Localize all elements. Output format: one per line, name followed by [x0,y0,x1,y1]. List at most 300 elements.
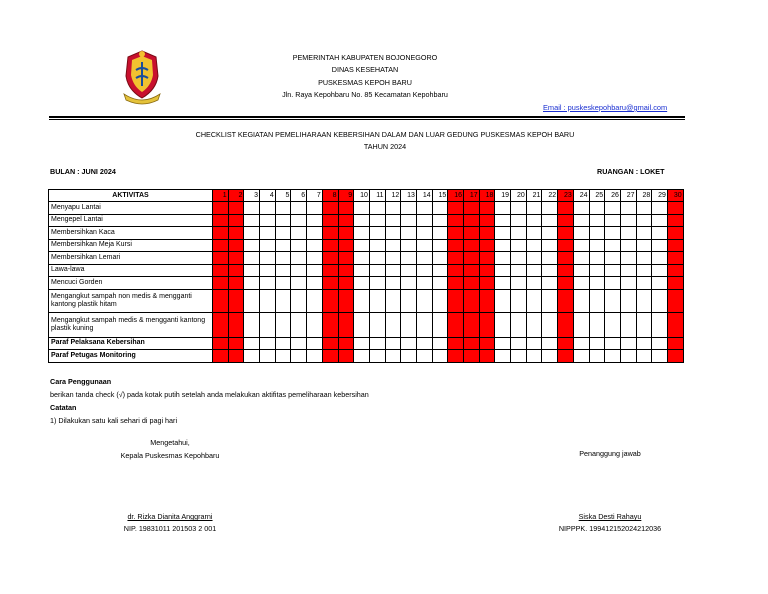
check-cell[interactable] [542,289,558,312]
right-signatory-name: Siska Desti Rahayu [578,512,642,521]
check-cell[interactable] [354,350,370,363]
check-cell[interactable] [573,252,589,265]
check-cell[interactable] [260,277,276,290]
activity-label: Lawa-lawa [49,264,213,277]
check-cell[interactable] [511,227,527,240]
check-cell[interactable] [244,202,260,215]
check-cell[interactable] [636,202,652,215]
check-cell[interactable] [291,214,307,227]
holiday-cell [448,277,464,290]
check-cell[interactable] [620,289,636,312]
holiday-cell [338,264,354,277]
holiday-cell [213,202,229,215]
check-cell[interactable] [589,202,605,215]
check-cell[interactable] [244,214,260,227]
check-cell[interactable] [354,227,370,240]
check-cell[interactable] [416,350,432,363]
check-cell[interactable] [275,289,291,312]
check-cell[interactable] [416,264,432,277]
check-cell[interactable] [573,277,589,290]
check-cell[interactable] [275,277,291,290]
check-cell[interactable] [636,227,652,240]
check-cell[interactable] [275,312,291,337]
activity-label: Mengepel Lantai [49,214,213,227]
check-cell[interactable] [401,337,417,350]
check-cell[interactable] [432,337,448,350]
check-cell[interactable] [385,202,401,215]
check-cell[interactable] [385,239,401,252]
check-cell[interactable] [291,312,307,337]
check-cell[interactable] [385,227,401,240]
check-cell[interactable] [620,252,636,265]
check-cell[interactable] [605,239,621,252]
check-cell[interactable] [369,227,385,240]
holiday-cell [213,337,229,350]
check-cell[interactable] [244,337,260,350]
check-cell[interactable] [291,227,307,240]
check-cell[interactable] [401,350,417,363]
check-cell[interactable] [495,252,511,265]
check-cell[interactable] [573,264,589,277]
letterhead-line-department: DINAS KESEHATAN [331,65,399,75]
holiday-cell [228,239,244,252]
check-cell[interactable] [605,277,621,290]
check-cell[interactable] [652,202,668,215]
day-header: 27 [620,190,636,202]
check-cell[interactable] [291,239,307,252]
check-cell[interactable] [260,214,276,227]
check-cell[interactable] [495,239,511,252]
table-row [49,214,684,227]
check-cell[interactable] [526,202,542,215]
check-cell[interactable] [605,214,621,227]
check-cell[interactable] [636,264,652,277]
check-cell[interactable] [620,227,636,240]
check-cell[interactable] [526,239,542,252]
day-header: 30 [667,190,683,202]
holiday-cell [322,264,338,277]
check-cell[interactable] [542,252,558,265]
check-cell[interactable] [605,264,621,277]
check-cell[interactable] [573,227,589,240]
check-cell[interactable] [244,350,260,363]
check-cell[interactable] [401,227,417,240]
check-cell[interactable] [511,289,527,312]
check-cell[interactable] [275,214,291,227]
check-cell[interactable] [526,252,542,265]
check-cell[interactable] [432,214,448,227]
holiday-cell [338,350,354,363]
table-row [49,264,684,277]
check-cell[interactable] [416,337,432,350]
check-cell[interactable] [401,239,417,252]
day-header: 9 [338,190,354,202]
check-cell[interactable] [416,277,432,290]
check-cell[interactable] [573,239,589,252]
check-cell[interactable] [432,239,448,252]
check-cell[interactable] [260,252,276,265]
check-cell[interactable] [385,277,401,290]
check-cell[interactable] [354,239,370,252]
check-cell[interactable] [416,239,432,252]
holiday-cell [213,214,229,227]
email-link[interactable]: Email : puskeskepohbaru@gmail.com [543,103,668,112]
holiday-cell [338,252,354,265]
check-cell[interactable] [573,350,589,363]
holiday-cell [228,252,244,265]
check-cell[interactable] [636,277,652,290]
check-cell[interactable] [369,214,385,227]
check-cell[interactable] [495,277,511,290]
check-cell[interactable] [495,312,511,337]
check-cell[interactable] [401,312,417,337]
check-cell[interactable] [307,252,323,265]
check-cell[interactable] [652,289,668,312]
check-cell[interactable] [369,350,385,363]
holiday-cell [558,337,574,350]
holiday-cell [448,289,464,312]
check-cell[interactable] [526,350,542,363]
check-cell[interactable] [354,312,370,337]
check-cell[interactable] [260,202,276,215]
check-cell[interactable] [416,252,432,265]
check-cell[interactable] [307,337,323,350]
check-cell[interactable] [354,264,370,277]
check-cell[interactable] [307,277,323,290]
check-cell[interactable] [589,337,605,350]
left-signature-title: Kepala Puskesmas Kepohbaru [120,451,220,460]
day-header: 10 [354,190,370,202]
table-row [49,252,684,265]
check-cell[interactable] [542,202,558,215]
day-header: 4 [260,190,276,202]
check-cell[interactable] [652,312,668,337]
table-header-row [49,190,684,202]
check-cell[interactable] [526,289,542,312]
check-cell[interactable] [620,214,636,227]
check-cell[interactable] [526,227,542,240]
check-cell[interactable] [244,264,260,277]
check-cell[interactable] [526,277,542,290]
check-cell[interactable] [605,289,621,312]
activity-label: Paraf Petugas Monitoring [49,350,213,363]
check-cell[interactable] [542,277,558,290]
holiday-cell [448,227,464,240]
check-cell[interactable] [495,202,511,215]
day-header: 2 [228,190,244,202]
check-cell[interactable] [432,312,448,337]
check-cell[interactable] [385,312,401,337]
check-cell[interactable] [636,289,652,312]
holiday-cell [228,202,244,215]
check-cell[interactable] [307,264,323,277]
left-signature-acknowledge: Mengetahui, [150,438,190,447]
check-cell[interactable] [636,337,652,350]
check-cell[interactable] [605,337,621,350]
check-cell[interactable] [401,214,417,227]
check-cell[interactable] [495,214,511,227]
check-cell[interactable] [354,277,370,290]
check-cell[interactable] [542,264,558,277]
check-cell[interactable] [354,289,370,312]
check-cell[interactable] [511,337,527,350]
check-cell[interactable] [573,202,589,215]
check-cell[interactable] [416,214,432,227]
check-cell[interactable] [369,239,385,252]
check-cell[interactable] [652,264,668,277]
check-cell[interactable] [605,350,621,363]
check-cell[interactable] [291,350,307,363]
check-cell[interactable] [542,227,558,240]
check-cell[interactable] [291,252,307,265]
check-cell[interactable] [589,312,605,337]
day-header: 24 [573,190,589,202]
check-cell[interactable] [385,214,401,227]
check-cell[interactable] [307,312,323,337]
holiday-cell [667,312,683,337]
check-cell[interactable] [542,214,558,227]
holiday-cell [228,312,244,337]
check-cell[interactable] [307,202,323,215]
check-cell[interactable] [416,227,432,240]
holiday-cell [464,227,480,240]
check-cell[interactable] [652,239,668,252]
check-cell[interactable] [652,214,668,227]
day-header: 19 [495,190,511,202]
check-cell[interactable] [291,277,307,290]
holiday-cell [448,337,464,350]
check-cell[interactable] [652,350,668,363]
check-cell[interactable] [401,277,417,290]
check-cell[interactable] [260,337,276,350]
holiday-cell [338,202,354,215]
check-cell[interactable] [652,337,668,350]
check-cell[interactable] [605,202,621,215]
holiday-cell [558,252,574,265]
check-cell[interactable] [589,350,605,363]
check-cell[interactable] [416,312,432,337]
document-title-year: TAHUN 2024 [363,142,407,151]
check-cell[interactable] [605,312,621,337]
check-cell[interactable] [526,264,542,277]
activity-label: Mencuci Gorden [49,277,213,290]
day-header: 5 [275,190,291,202]
check-cell[interactable] [416,202,432,215]
check-cell[interactable] [354,337,370,350]
check-cell[interactable] [385,289,401,312]
check-cell[interactable] [589,227,605,240]
check-cell[interactable] [573,214,589,227]
check-cell[interactable] [526,312,542,337]
check-cell[interactable] [652,227,668,240]
check-cell[interactable] [542,312,558,337]
check-cell[interactable] [244,312,260,337]
check-cell[interactable] [260,289,276,312]
check-cell[interactable] [605,227,621,240]
check-cell[interactable] [589,239,605,252]
check-cell[interactable] [291,337,307,350]
check-cell[interactable] [511,214,527,227]
check-cell[interactable] [244,227,260,240]
check-cell[interactable] [432,277,448,290]
check-cell[interactable] [605,252,621,265]
check-cell[interactable] [369,277,385,290]
check-cell[interactable] [401,252,417,265]
check-cell[interactable] [385,252,401,265]
check-cell[interactable] [636,239,652,252]
check-cell[interactable] [416,289,432,312]
day-header: 14 [416,190,432,202]
check-cell[interactable] [511,264,527,277]
check-cell[interactable] [542,337,558,350]
holiday-cell [228,264,244,277]
check-cell[interactable] [291,202,307,215]
check-cell[interactable] [636,350,652,363]
holiday-cell [464,239,480,252]
check-cell[interactable] [432,350,448,363]
check-cell[interactable] [620,337,636,350]
check-cell[interactable] [573,337,589,350]
check-cell[interactable] [432,289,448,312]
check-cell[interactable] [495,227,511,240]
check-cell[interactable] [511,277,527,290]
check-cell[interactable] [511,350,527,363]
document-title [100,129,670,153]
check-cell[interactable] [307,239,323,252]
check-cell[interactable] [307,350,323,363]
note-heading: Catatan [50,403,77,412]
check-cell[interactable] [589,277,605,290]
check-cell[interactable] [307,289,323,312]
check-cell[interactable] [511,239,527,252]
check-cell[interactable] [636,252,652,265]
holiday-cell [338,227,354,240]
check-cell[interactable] [589,214,605,227]
check-cell[interactable] [636,214,652,227]
table-row [49,350,684,363]
check-cell[interactable] [401,264,417,277]
letterhead [230,52,500,101]
check-cell[interactable] [275,227,291,240]
check-cell[interactable] [275,202,291,215]
check-cell[interactable] [620,312,636,337]
check-cell[interactable] [652,252,668,265]
check-cell[interactable] [385,264,401,277]
right-signatory-id: NIPPPK. 199412152024212036 [558,524,662,533]
check-cell[interactable] [260,312,276,337]
holiday-cell [464,264,480,277]
check-cell[interactable] [275,252,291,265]
check-cell[interactable] [432,264,448,277]
left-signatory [80,511,260,535]
check-cell[interactable] [573,289,589,312]
check-cell[interactable] [369,312,385,337]
check-cell[interactable] [385,350,401,363]
check-cell[interactable] [369,202,385,215]
check-cell[interactable] [432,202,448,215]
check-cell[interactable] [244,252,260,265]
holiday-cell [479,202,495,215]
check-cell[interactable] [275,350,291,363]
check-cell[interactable] [589,264,605,277]
letterhead-line-clinic: PUSKESMAS KEPOH BARU [318,77,412,87]
check-cell[interactable] [511,252,527,265]
checklist-table [48,189,684,363]
check-cell[interactable] [369,264,385,277]
holiday-cell [479,312,495,337]
check-cell[interactable] [620,264,636,277]
check-cell[interactable] [495,289,511,312]
holiday-cell [322,312,338,337]
activity-label: Menyapu Lantai [49,202,213,215]
check-cell[interactable] [244,277,260,290]
check-cell[interactable] [354,214,370,227]
check-cell[interactable] [620,350,636,363]
check-cell[interactable] [620,277,636,290]
check-cell[interactable] [260,239,276,252]
check-cell[interactable] [526,337,542,350]
table-row [49,337,684,350]
check-cell[interactable] [620,202,636,215]
check-cell[interactable] [511,202,527,215]
check-cell[interactable] [495,337,511,350]
check-cell[interactable] [589,289,605,312]
holiday-cell [558,227,574,240]
check-cell[interactable] [401,202,417,215]
check-cell[interactable] [275,264,291,277]
check-cell[interactable] [307,227,323,240]
check-cell[interactable] [495,350,511,363]
check-cell[interactable] [526,214,542,227]
check-cell[interactable] [432,252,448,265]
check-cell[interactable] [291,289,307,312]
check-cell[interactable] [573,312,589,337]
check-cell[interactable] [260,227,276,240]
check-cell[interactable] [401,289,417,312]
check-cell[interactable] [652,277,668,290]
check-cell[interactable] [275,239,291,252]
holiday-cell [322,277,338,290]
day-header: 28 [636,190,652,202]
check-cell[interactable] [354,202,370,215]
check-cell[interactable] [307,214,323,227]
usage-text: berikan tanda check (√) pada kotak putih setelah anda melakukan aktifitas pemeliharaan kebersihan [50,390,369,399]
check-cell[interactable] [542,239,558,252]
check-cell[interactable] [542,350,558,363]
check-cell[interactable] [432,227,448,240]
check-cell[interactable] [495,264,511,277]
check-cell[interactable] [354,252,370,265]
check-cell[interactable] [369,289,385,312]
check-cell[interactable] [244,239,260,252]
check-cell[interactable] [620,239,636,252]
check-cell[interactable] [636,312,652,337]
holiday-cell [448,214,464,227]
check-cell[interactable] [260,350,276,363]
check-cell[interactable] [369,337,385,350]
check-cell[interactable] [260,264,276,277]
holiday-cell [464,277,480,290]
holiday-cell [338,214,354,227]
check-cell[interactable] [275,337,291,350]
check-cell[interactable] [385,337,401,350]
check-cell[interactable] [369,252,385,265]
check-cell[interactable] [589,252,605,265]
check-cell[interactable] [244,289,260,312]
holiday-cell [667,264,683,277]
check-cell[interactable] [511,312,527,337]
check-cell[interactable] [291,264,307,277]
